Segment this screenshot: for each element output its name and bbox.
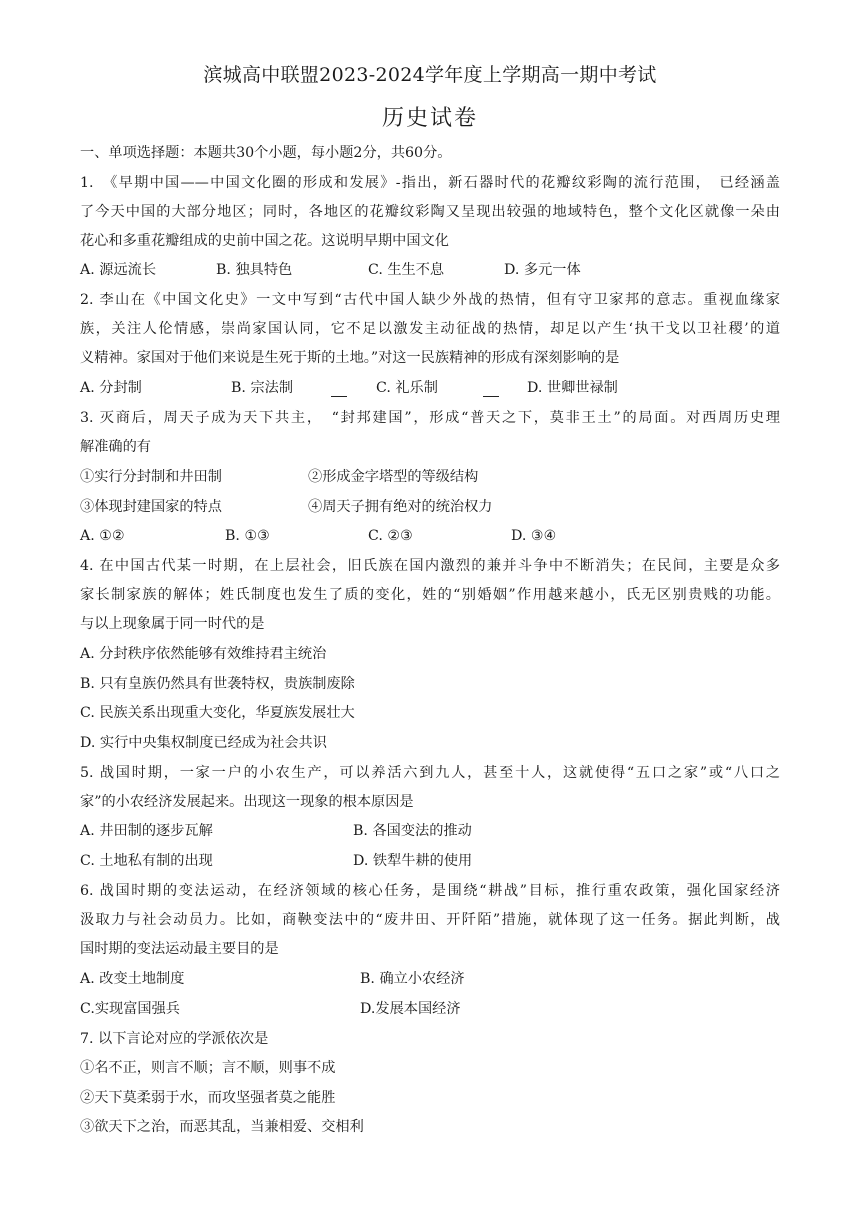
exam-subject: 历史试卷 [381, 106, 478, 131]
q2-option-d: D. 世卿世禄制 [527, 380, 618, 396]
q7-line-1: 7. 以下言论对应的学派依次是 [80, 1031, 269, 1047]
q3-item-3: ③体现封建国家的特点 [80, 499, 222, 515]
q4-option-c: C. 民族关系出现重大变化，华夏族发展壮大 [80, 705, 355, 721]
q7-item-1: ①名不正，则言不顺；言不顺，则事不成 [80, 1060, 336, 1076]
q2-option-c: C. 礼乐制 [376, 380, 438, 396]
q1-line-1: 1. 《早期中国——中国文化圈的形成和发展》-指出，新石器时代的花瓣纹彩陶的流行范围， 已经涵盖 [80, 175, 780, 191]
q3-option-c: C. ②③ [368, 528, 413, 544]
q3-item-2: ②形成金字塔型的等级结构 [308, 469, 479, 485]
q3-option-a: A. ①② [80, 528, 125, 544]
q3-item-1: ①实行分封制和井田制 [80, 469, 222, 485]
q4-option-b: B. 只有皇族仍然具有世袭特权，贵族制废除 [80, 676, 355, 692]
q2-option-a: A. 分封制 [80, 380, 142, 396]
q7-item-2: ②天下莫柔弱于水，而攻坚强者莫之能胜 [80, 1090, 336, 1106]
q1-option-d: D. 多元一体 [504, 262, 581, 278]
q4-option-d: D. 实行中央集权制度已经成为社会共识 [80, 735, 327, 751]
q5-option-b: B. 各国变法的推动 [353, 823, 472, 839]
q5-option-c: C. 土地私有制的出现 [80, 853, 213, 869]
q7-item-3: ③欲天下之治，而恶其乱，当兼相爱、交相利 [80, 1119, 364, 1135]
q1-option-a: A. 源远流长 [80, 262, 157, 278]
q5-line-2: 家”的小农经济发展起来。出现这一现象的根本原因是 [80, 794, 414, 810]
q1-option-b: B. 独具特色 [216, 262, 293, 278]
q6-option-d: D.发展本国经济 [360, 1001, 461, 1017]
q1-line-2: 了今天中国的大部分地区；同时，各地区的花瓣纹彩陶又呈现出较强的地域特色，整个文化区就像一朵由 [80, 204, 780, 220]
exam-title: 滨城高中联盟2023-2024学年度上学期高一期中考试 [203, 64, 657, 86]
q3-item-4: ④周天子拥有绝对的统治权力 [308, 499, 493, 515]
q6-option-b: B. 确立小农经济 [360, 971, 465, 987]
q6-line-2: 汲取力与社会动员力。比如，商鞅变法中的“废井田、开阡陌”措施，就体现了这一任务。据此判断，战 [80, 912, 780, 928]
q4-line-2: 家长制家族的解体；姓氏制度也发生了质的变化，姓的“别婚姻”作用越来越小，氏无区别贵贱的功能。 [80, 587, 780, 603]
q2-line-3: 义精神。家国对于他们来说是生死于斯的土地。”对这一民族精神的形成有深刻影响的是 [80, 350, 620, 366]
section-heading: 一、单项选择题：本题共30个小题，每小题2分，共60分。 [80, 145, 452, 161]
q2-line-2: 族，关注人伦情感，崇尚家国认同，它不足以激发主动征战的热情，却足以产生‘执干戈以卫社稷’的道 [80, 321, 780, 337]
q5-option-d: D. 铁犁牛耕的使用 [353, 853, 473, 869]
answer-blank-1 [331, 396, 347, 397]
q3-line-1: 3. 灭商后，周天子成为天下共主， “封邦建国”，形成“普天之下，莫非王土”的局面。对西周历史理 [80, 410, 780, 426]
q1-line-3: 花心和多重花瓣组成的史前中国之花。这说明早期中国文化 [80, 233, 449, 249]
q2-line-1: 2. 李山在《中国文化史》一文中写到“古代中国人缺少外战的热情，但有守卫家邦的意志。重视血缘家 [80, 292, 780, 308]
q6-option-a: A. 改变土地制度 [80, 971, 185, 987]
q6-option-c: C.实现富国强兵 [80, 1001, 180, 1017]
q3-option-b: B. ①③ [225, 528, 270, 544]
q4-line-3: 与以上现象属于同一时代的是 [80, 616, 265, 632]
q3-option-d: D. ③④ [511, 528, 557, 544]
answer-blank-2 [483, 396, 499, 397]
q4-option-a: A. 分封秩序依然能够有效维持君主统治 [80, 646, 327, 662]
q6-line-3: 国时期的变法运动最主要目的是 [80, 941, 279, 957]
q5-line-1: 5. 战国时期，一家一户的小农生产，可以养活六到九人，甚至十人，这就使得“五口之家”或“八口之 [80, 765, 780, 781]
q1-option-c: C. 生生不息 [368, 262, 445, 278]
q3-line-2: 解准确的有 [80, 439, 151, 455]
q2-option-b: B. 宗法制 [231, 380, 294, 396]
q4-line-1: 4. 在中国古代某一时期，在上层社会，旧氏族在国内激烈的兼并斗争中不断消失；在民间，主要是众多 [80, 558, 780, 574]
q6-line-1: 6. 战国时期的变法运动，在经济领域的核心任务，是围绕“耕战”目标，推行重农政策，强化国家经济 [80, 883, 780, 899]
q5-option-a: A. 井田制的逐步瓦解 [80, 823, 213, 839]
